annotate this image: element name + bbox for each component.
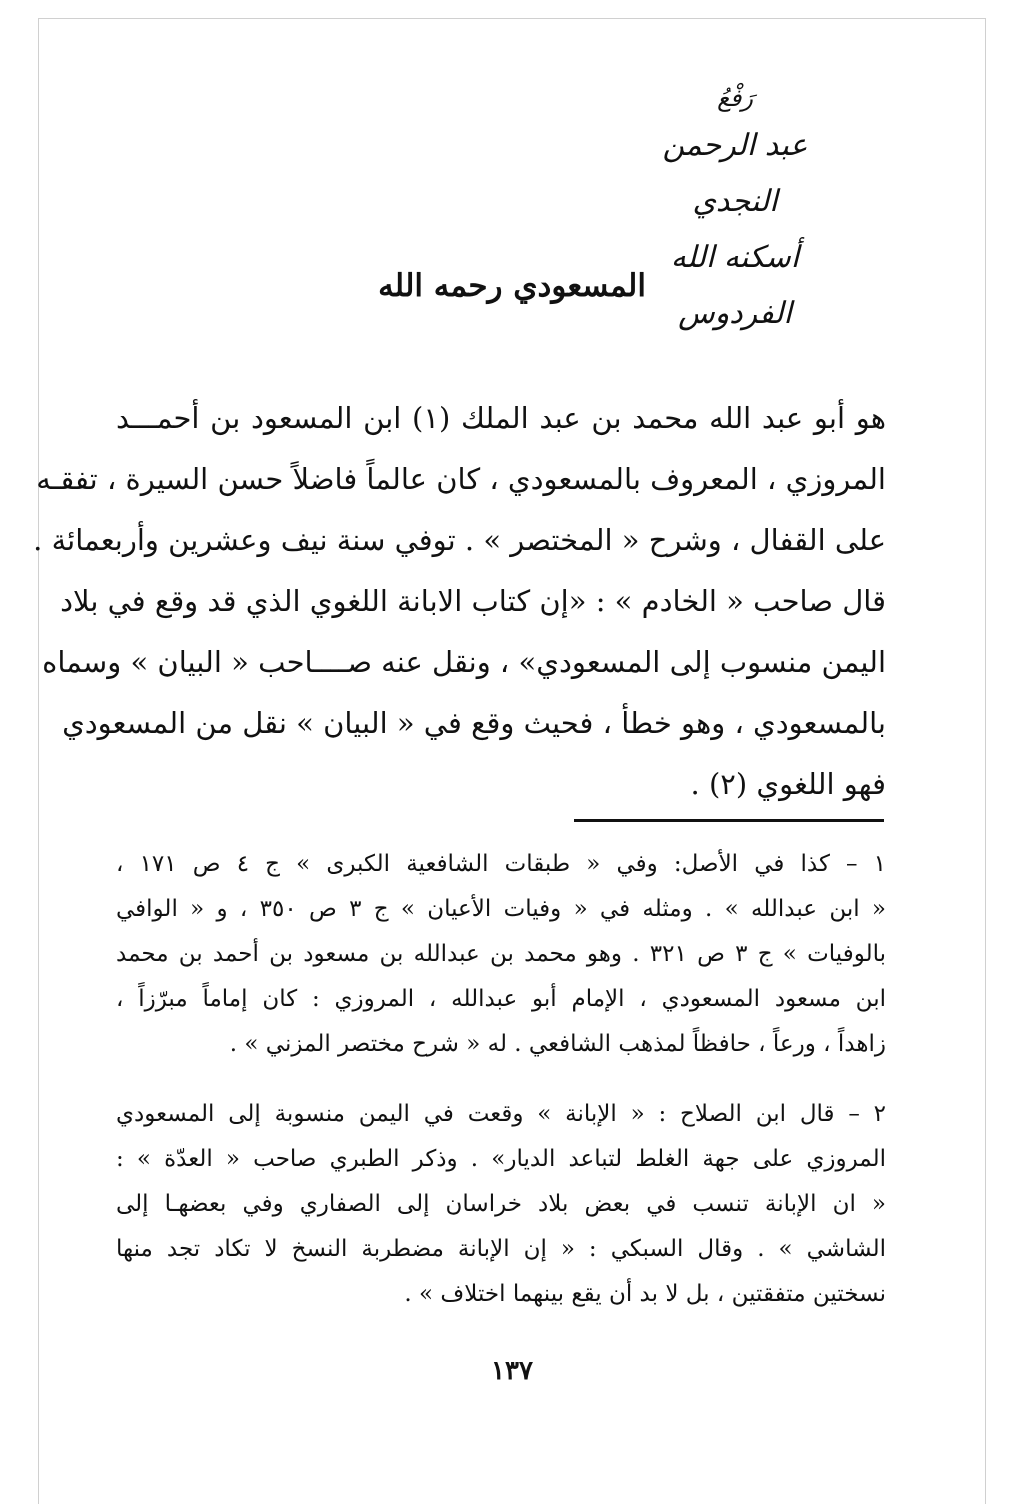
footnote-line: « ان الإبانة تنسب في بعض بلاد خراسان إلى الصفاري وفي بعضهـا إلى	[116, 1191, 886, 1217]
body-line: فهو اللغوي (٢) .	[690, 767, 886, 801]
library-stamp	[620, 78, 850, 331]
footnote-line: نسختين متفقتين ، بل لا بد أن يقع بينهما اختلاف » .	[404, 1281, 886, 1307]
body-line: المروزي ، المعروف بالمسعودي ، كان عالماً فاضلاً حسن السيرة ، تفقـه	[36, 462, 886, 496]
footnote-line: ابن مسعود المسعودي ، الإمام أبو عبدالله ، المروزي : كان إماماً مبرّزاً ،	[116, 986, 886, 1012]
body-line: بالمسعودي ، وهو خطأ ، فحيث وقع في « البيان » نقل من المسعودي	[62, 706, 886, 740]
stamp-line-2: عبد الرحمن النجدي	[662, 128, 808, 219]
footnote-line: ١ – كذا في الأصل: وفي « طبقات الشافعية الكبرى » ج ٤ ص ١٧١ ،	[116, 851, 887, 877]
stamp-line-3: أسكنه الله الفردوس	[670, 240, 800, 331]
footnote-line: ٢ – قال ابن الصلاح : « الإبانة » وقعت في اليمن منسوبة إلى المسعودي	[116, 1101, 886, 1127]
footnote-line: المروزي على جهة الغلط لتباعد الديار» . وذكر الطبري صاحب « العدّة » :	[116, 1146, 886, 1172]
body-line: هو أبو عبد الله محمد بن عبد الملك (١) ابن المسعود بن أحمـــد	[116, 401, 886, 435]
footnote-2	[116, 1092, 886, 1317]
footnote-1	[116, 842, 886, 1067]
footnote-line: « ابن عبدالله » . ومثله في « وفيات الأعيان » ج ٣ ص ٣٥٠ ، و « الوافي	[116, 896, 886, 922]
body-line: اليمن منسوب إلى المسعودي» ، ونقل عنه صــــاحب « البيان » وسماه	[42, 645, 886, 679]
body-paragraph	[33, 388, 886, 815]
footnote-line: زاهداً ، ورعاً ، حافظاً لمذهب الشافعي . له « شرح مختصر المزني » .	[229, 1031, 886, 1057]
stamp-line-1: رَفْعُ	[717, 84, 753, 112]
footnote-line: الشاشي » . وقال السبكي : « إن الإبانة مضطربة النسخ لا تكاد تجد منها	[116, 1236, 886, 1262]
footnote-divider	[574, 819, 884, 822]
body-line: على القفال ، وشرح « المختصر » . توفي سنة نيف وعشرين وأربعمائة .	[33, 523, 886, 557]
footnote-line: بالوفيات » ج ٣ ص ٣٢١ . وهو محمد بن عبدالله بن مسعود بن أحمد بن محمد	[116, 941, 887, 967]
body-line: قال صاحب « الخادم » : «إن كتاب الابانة اللغوي الذي قد وقع في بلاد	[60, 584, 886, 618]
page-title: المسعودي رحمه الله	[378, 268, 646, 304]
page-number: ١٣٧	[491, 1356, 533, 1386]
